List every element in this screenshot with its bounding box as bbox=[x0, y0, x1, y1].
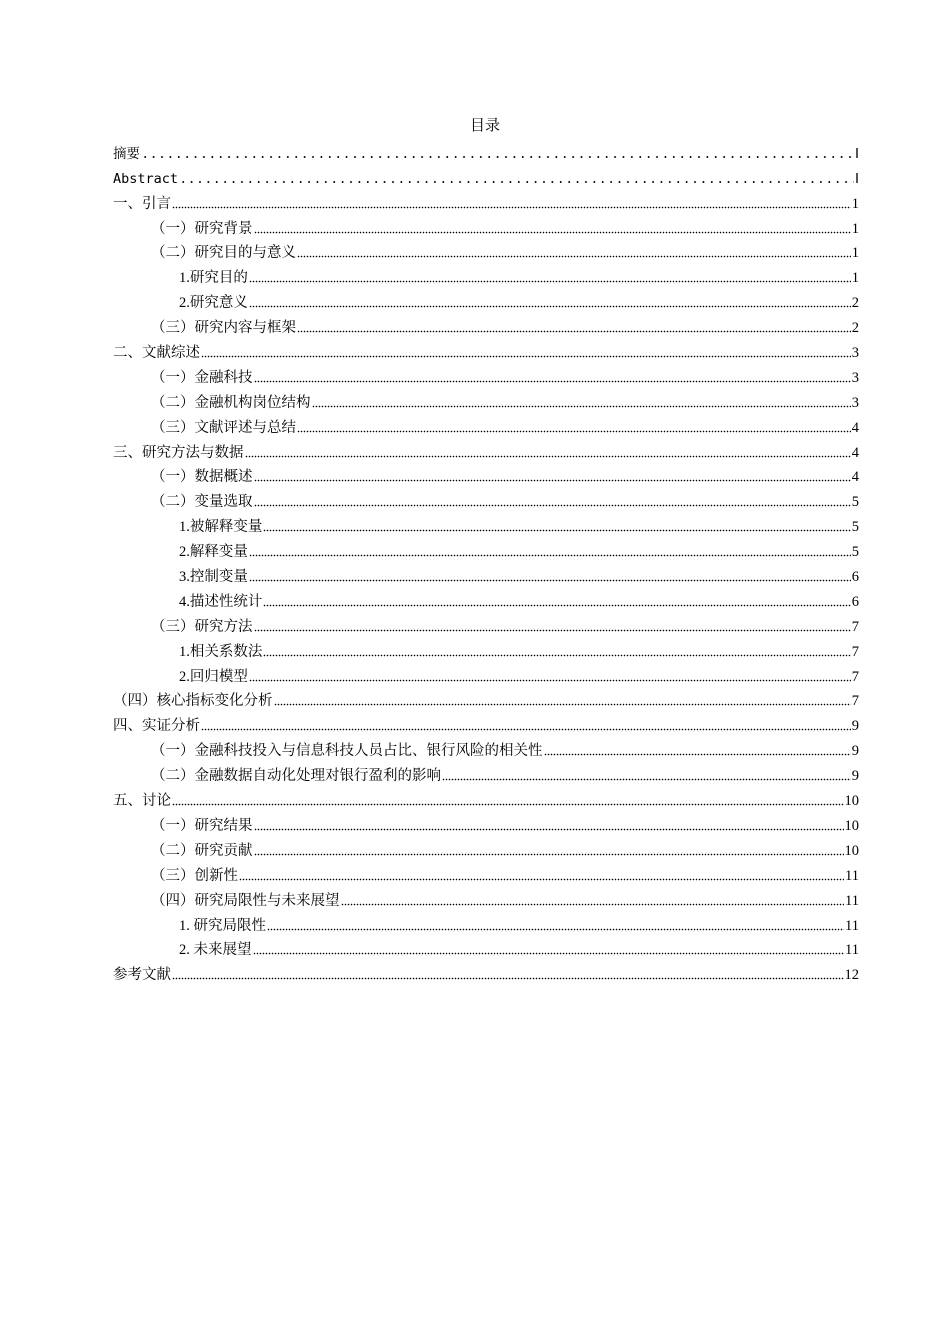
toc-entry-title: 参考文献 bbox=[113, 967, 171, 984]
dot-leader bbox=[297, 246, 851, 258]
toc-entry-page-number: 9 bbox=[851, 743, 859, 760]
dot-leader bbox=[341, 894, 845, 906]
toc-entry-page-number: 5 bbox=[851, 544, 859, 561]
toc-entry-page-number: 1 bbox=[851, 195, 859, 212]
dot-leader bbox=[172, 197, 851, 209]
toc-entry-page-number: 1 bbox=[851, 245, 859, 262]
toc-entry[interactable] bbox=[113, 238, 859, 263]
toc-entry[interactable] bbox=[113, 860, 859, 885]
toc-entry[interactable] bbox=[113, 710, 859, 735]
dot-leader bbox=[249, 545, 851, 557]
dot-leader bbox=[274, 694, 851, 706]
toc-entry-page-number: 5 bbox=[851, 494, 859, 511]
toc-entry-page-number: 7 bbox=[851, 668, 859, 685]
toc-entry-title: 1. 研究局限性 bbox=[179, 917, 266, 934]
toc-entry-title: 五、讨论 bbox=[113, 793, 171, 810]
dot-leader bbox=[172, 968, 844, 980]
dot-leader bbox=[141, 147, 854, 159]
toc-entry-page-number: Ⅰ bbox=[855, 170, 859, 187]
toc-entry-page-number: 7 bbox=[851, 618, 859, 635]
toc-entry[interactable] bbox=[113, 138, 859, 163]
dot-leader bbox=[254, 470, 851, 482]
toc-entry[interactable] bbox=[113, 735, 859, 760]
dot-leader bbox=[239, 869, 844, 881]
toc-entry[interactable] bbox=[113, 885, 859, 910]
toc-entry-title: 1.被解释变量 bbox=[179, 519, 263, 536]
toc-entry-title: （三）研究内容与框架 bbox=[151, 320, 296, 337]
toc-entry-page-number: 1 bbox=[851, 220, 859, 237]
toc-entry-page-number: 2 bbox=[851, 320, 859, 337]
toc-entry-title: 三、研究方法与数据 bbox=[113, 444, 244, 461]
toc-entry[interactable] bbox=[113, 561, 859, 586]
dot-leader bbox=[201, 346, 851, 358]
toc-entry[interactable] bbox=[113, 959, 859, 984]
dot-leader bbox=[172, 794, 844, 806]
dot-leader bbox=[442, 769, 851, 781]
toc-entry-title: （二）金融数据自动化处理对银行盈利的影响 bbox=[151, 768, 441, 785]
toc-entry-title: （一）金融科技投入与信息科技人员占比、银行风险的相关性 bbox=[151, 743, 543, 760]
toc-entry-title: （四）核心指标变化分析 bbox=[113, 693, 273, 710]
toc-entry-page-number: 10 bbox=[844, 793, 859, 810]
toc-entry[interactable] bbox=[113, 337, 859, 362]
toc-entry-title: 2.研究意义 bbox=[179, 295, 248, 312]
toc-entry-title: 2. 未来展望 bbox=[179, 942, 252, 959]
toc-entry-page-number: 3 bbox=[851, 394, 859, 411]
dot-leader bbox=[253, 943, 845, 955]
toc-entry-page-number: 4 bbox=[851, 444, 859, 461]
toc-entry[interactable] bbox=[113, 213, 859, 238]
toc-entry[interactable] bbox=[113, 511, 859, 536]
toc-entry[interactable] bbox=[113, 163, 859, 188]
toc-entry-title: 二、文献综述 bbox=[113, 345, 200, 362]
toc-entry[interactable] bbox=[113, 437, 859, 462]
dot-leader bbox=[254, 495, 851, 507]
toc-entry-title: 1.研究目的 bbox=[179, 270, 248, 287]
toc-entry[interactable] bbox=[113, 387, 859, 412]
toc-entry-page-number: 11 bbox=[845, 892, 859, 909]
toc-entry-title: （二）金融机构岗位结构 bbox=[151, 394, 311, 411]
dot-leader bbox=[263, 520, 850, 532]
toc-entry-page-number: 7 bbox=[851, 693, 859, 710]
dot-leader bbox=[249, 271, 851, 283]
table-of-contents bbox=[113, 138, 859, 984]
toc-entry[interactable] bbox=[113, 536, 859, 561]
dot-leader bbox=[245, 446, 851, 458]
toc-entry-title: （二）研究目的与意义 bbox=[151, 245, 296, 262]
dot-leader bbox=[201, 719, 851, 731]
toc-entry[interactable] bbox=[113, 312, 859, 337]
toc-entry-page-number: 11 bbox=[845, 942, 859, 959]
toc-entry-title: （三）创新性 bbox=[151, 867, 238, 884]
toc-entry[interactable] bbox=[113, 462, 859, 487]
dot-leader bbox=[263, 595, 850, 607]
toc-entry-title: 1.相关系数法 bbox=[179, 643, 263, 660]
dot-leader bbox=[249, 296, 851, 308]
toc-entry-title: 2.回归模型 bbox=[179, 668, 248, 685]
toc-entry-page-number: 3 bbox=[851, 369, 859, 386]
toc-entry[interactable] bbox=[113, 785, 859, 810]
dot-leader bbox=[297, 421, 851, 433]
toc-title: 目录 bbox=[469, 116, 500, 134]
dot-leader bbox=[254, 819, 844, 831]
toc-entry[interactable] bbox=[113, 835, 859, 860]
toc-entry[interactable] bbox=[113, 486, 859, 511]
toc-entry[interactable] bbox=[113, 935, 859, 960]
dot-leader bbox=[297, 321, 851, 333]
toc-entry-page-number: 5 bbox=[851, 519, 859, 536]
toc-entry-page-number: 10 bbox=[844, 817, 859, 834]
toc-entry-page-number: 10 bbox=[844, 842, 859, 859]
toc-entry-page-number: 7 bbox=[851, 643, 859, 660]
toc-entry-title: （二）研究贡献 bbox=[151, 842, 253, 859]
toc-entry[interactable] bbox=[113, 636, 859, 661]
toc-entry-title: （四）研究局限性与未来展望 bbox=[151, 892, 340, 909]
dot-leader bbox=[254, 222, 851, 234]
toc-entry[interactable] bbox=[113, 760, 859, 785]
dot-leader bbox=[312, 396, 851, 408]
dot-leader bbox=[179, 172, 854, 184]
toc-entry-title: 2.解释变量 bbox=[179, 544, 248, 561]
dot-leader bbox=[254, 844, 844, 856]
dot-leader bbox=[544, 744, 851, 756]
toc-entry-page-number: 12 bbox=[844, 967, 859, 984]
toc-entry-page-number: 4 bbox=[851, 469, 859, 486]
toc-entry-title: 4.描述性统计 bbox=[179, 593, 263, 610]
dot-leader bbox=[254, 620, 851, 632]
toc-entry-title: （一）研究结果 bbox=[151, 817, 253, 834]
toc-entry[interactable] bbox=[113, 611, 859, 636]
toc-entry-page-number: 1 bbox=[851, 270, 859, 287]
toc-entry-page-number: 11 bbox=[845, 917, 859, 934]
toc-entry[interactable] bbox=[113, 810, 859, 835]
toc-entry-title: 四、实证分析 bbox=[113, 718, 200, 735]
dot-leader bbox=[267, 919, 844, 931]
toc-entry-page-number: 4 bbox=[851, 419, 859, 436]
toc-entry[interactable] bbox=[113, 586, 859, 611]
toc-entry-title: 3.控制变量 bbox=[179, 569, 248, 586]
toc-entry[interactable] bbox=[113, 188, 859, 213]
dot-leader bbox=[263, 645, 850, 657]
toc-entry[interactable] bbox=[113, 910, 859, 935]
toc-entry-page-number: 9 bbox=[851, 718, 859, 735]
toc-entry-title: （一）金融科技 bbox=[151, 369, 253, 386]
toc-entry-page-number: 3 bbox=[851, 345, 859, 362]
toc-entry-page-number: 6 bbox=[851, 569, 859, 586]
toc-entry-page-number: 11 bbox=[845, 867, 859, 884]
toc-entry[interactable] bbox=[113, 262, 859, 287]
toc-entry[interactable] bbox=[113, 362, 859, 387]
toc-entry-page-number: 2 bbox=[851, 295, 859, 312]
toc-entry-page-number: 6 bbox=[851, 593, 859, 610]
toc-entry-page-number: 9 bbox=[851, 768, 859, 785]
toc-entry[interactable] bbox=[113, 287, 859, 312]
dot-leader bbox=[249, 570, 851, 582]
toc-entry-title: （一）数据概述 bbox=[151, 469, 253, 486]
toc-entry[interactable] bbox=[113, 412, 859, 437]
toc-entry-title: 摘要 bbox=[113, 145, 140, 162]
toc-entry-title: Abstract bbox=[113, 170, 179, 187]
toc-entry-title: （三）研究方法 bbox=[151, 618, 253, 635]
toc-entry[interactable] bbox=[113, 661, 859, 686]
toc-entry-title: （二）变量选取 bbox=[151, 494, 253, 511]
dot-leader bbox=[254, 371, 851, 383]
toc-entry-page-number: Ⅰ bbox=[855, 145, 859, 162]
toc-entry-title: （一）研究背景 bbox=[151, 220, 253, 237]
toc-entry-title: 一、引言 bbox=[113, 195, 171, 212]
dot-leader bbox=[249, 670, 851, 682]
toc-entry[interactable] bbox=[113, 686, 859, 711]
toc-entry-title: （三）文献评述与总结 bbox=[151, 419, 296, 436]
